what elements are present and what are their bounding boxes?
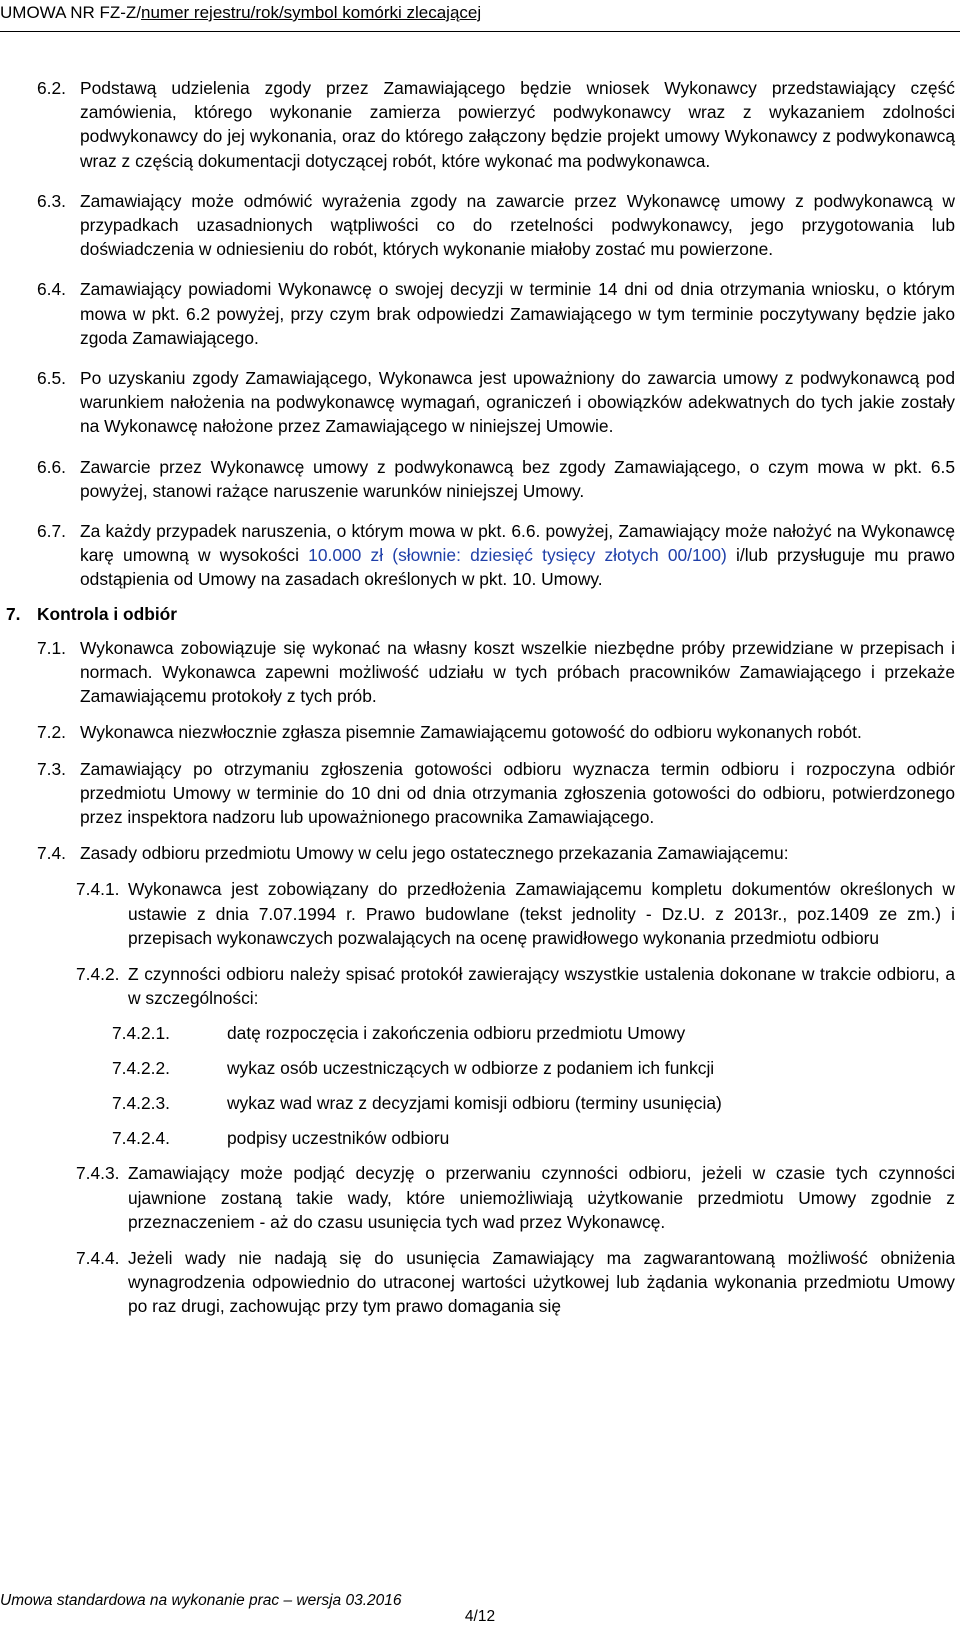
clause-text: Zawarcie przez Wykonawcę umowy z podwykonawcą bez zgody Zamawiającego, o czym mowa w pkt. 6.5 powyżej, stanowi rażące naruszenie warunków niniejszej Umowy. bbox=[80, 456, 955, 501]
clause-number: 6.6. bbox=[37, 456, 67, 477]
clause-number: 6.7. bbox=[37, 521, 67, 542]
clause-6-3 bbox=[37, 189, 955, 262]
clause-7-4-4 bbox=[76, 1246, 955, 1319]
clause-7-4-1 bbox=[76, 877, 955, 950]
clause-number: 7.4.4. bbox=[76, 1247, 120, 1268]
clause-number: 7.4.2.2. bbox=[112, 1057, 171, 1078]
clause-text bbox=[80, 519, 955, 592]
header-contract-number: UMOWA NR FZ-Z/ bbox=[0, 3, 142, 22]
clause-text: podpisy uczestników odbioru bbox=[227, 1128, 450, 1149]
header-registry-link[interactable]: numer rejestru/rok/symbol komórki zlecającej bbox=[141, 3, 482, 22]
clause-6-2 bbox=[37, 76, 955, 173]
clause-6-4 bbox=[37, 277, 955, 350]
clause-number: 6.5. bbox=[37, 368, 67, 389]
clause-number: 7.4.2. bbox=[76, 964, 120, 985]
clause-6-7 bbox=[37, 519, 955, 592]
clause-text: wykaz osób uczestniczących w odbiorze z podaniem ich funkcji bbox=[227, 1057, 715, 1078]
page-number: 4/12 bbox=[464, 1608, 496, 1625]
clause-number: 7.2. bbox=[37, 722, 67, 743]
clause-text: Wykonawca niezwłocznie zgłasza pisemnie Zamawiającemu gotowość do odbioru wykonanych robót. bbox=[80, 722, 862, 743]
clause-number: 6.4. bbox=[37, 279, 67, 300]
clause-number: 7.4.2.3. bbox=[112, 1092, 171, 1113]
footer-document-version: Umowa standardowa na wykonanie prac – wersja 03.2016 bbox=[0, 1592, 402, 1609]
section-heading-7 bbox=[6, 602, 960, 626]
clause-7-1 bbox=[37, 636, 955, 709]
clause-7-4-2-4 bbox=[112, 1126, 955, 1150]
document-header bbox=[0, 2, 481, 24]
heading-title: Kontrola i odbiór bbox=[37, 603, 178, 624]
clause-text: Podstawą udzielenia zgody przez Zamawiającego będzie wniosek Wykonawcy przedstawiający część zamówienia, którego wykonanie zamierza powierzyć podwykonawcy wraz z wykazaniem zdolności podwykonawcy do jej wykonania, oraz do którego załączony będzie projekt umowy Wykonawcy z podwykonawcą wraz z częścią dokumentacji dotyczącej robót, które wykonać ma podwykonawca. bbox=[80, 78, 955, 171]
clause-number: 7.4.2.4. bbox=[112, 1128, 171, 1149]
clause-7-4-3 bbox=[76, 1161, 955, 1234]
clause-number: 6.2. bbox=[37, 78, 67, 98]
clause-text: Zamawiający powiadomi Wykonawcę o swojej decyzji w terminie 14 dni od dnia otrzymania wniosku, o którym mowa w pkt. 6.2 powyżej, przy czym brak odpowiedzi Zamawiającego w tym terminie poczytywany będzie jako zgoda Zamawiającego. bbox=[80, 279, 955, 348]
clause-7-4-2 bbox=[76, 962, 955, 1010]
clause-text: Zamawiający może podjąć decyzję o przerwaniu czynności odbioru, jeżeli w czasie tych czynności ujawnione zostaną takie wady, które uniemożliwiają użytkowanie przedmiotu Umowy zgodnie z przeznaczeniem - aż do czasu usunięcia tych wad przez Wykonawcę. bbox=[128, 1163, 955, 1232]
clause-text-part: i/lub przysługuje mu prawo odstąpienia od Umowy na zasadach określonych w pkt. 10. Umowy. bbox=[80, 545, 955, 590]
clause-text: wykaz wad wraz z decyzjami komisji odbioru (terminy usunięcia) bbox=[227, 1092, 722, 1113]
clause-6-5 bbox=[37, 366, 955, 439]
clause-number: 7.4.1. bbox=[76, 879, 120, 900]
penalty-amount: 10.000 zł (słownie: dziesięć tysięcy złotych 00/100) bbox=[308, 545, 727, 566]
clause-number: 7.4.3. bbox=[76, 1163, 120, 1184]
header-divider bbox=[0, 31, 960, 32]
clause-7-3 bbox=[37, 757, 955, 830]
clause-text: Wykonawca jest zobowiązany do przedłożenia Zamawiającemu kompletu dokumentów określonych w ustawie z dnia 7.07.1994 r. Prawo budowlane (tekst jednolity - Dz.U. z 2013r., poz.1409 ze zm.) i przepisach wykonawczych pozwalających na ocenę prawidłowego wykonania przedmiotu odbioru bbox=[128, 879, 955, 948]
clause-text: Zasady odbioru przedmiotu Umowy w celu jego ostatecznego przekazania Zamawiającemu: bbox=[80, 843, 789, 864]
clause-6-6 bbox=[37, 455, 955, 503]
clause-text-part: Za każdy przypadek naruszenia, o którym mowa w pkt. 6.6. powyżej, Zamawiający może nałożyć na Wykonawcę karę umowną w wysokości bbox=[80, 521, 955, 566]
clause-text: Z czynności odbioru należy spisać protokół zawierający wszystkie ustalenia dokonane w trakcie odbioru, a w szczególności: bbox=[128, 964, 955, 1009]
clause-number: 7.4.2.1. bbox=[112, 1022, 171, 1043]
clause-text: Po uzyskaniu zgody Zamawiającego, Wykonawca jest upoważniony do zawarcia umowy z podwykonawcą pod warunkiem nałożenia na podwykonawcę wymagań, ograniczeń i obowiązków adekwatnych do tych jakie zostały na Wykonawcę nałożone przez Zamawiającego w niniejszej Umowie. bbox=[80, 368, 955, 437]
clause-text: datę rozpoczęcia i zakończenia odbioru przedmiotu Umowy bbox=[227, 1022, 686, 1043]
document-body bbox=[0, 76, 960, 1319]
clause-text: Zamawiający po otrzymaniu zgłoszenia gotowości odbioru wyznacza termin odbioru i rozpoczyna odbiór przedmiotu Umowy w terminie do 10 dni od dnia otrzymania zgłoszenia gotowości do odbioru, potwierdzonego przez inspektora nadzoru lub upoważnionego pracownika Zamawiającego. bbox=[80, 758, 955, 828]
clause-7-2 bbox=[37, 720, 955, 744]
clause-text: Wykonawca zobowiązuje się wykonać na własny koszt wszelkie niezbędne próby przewidziane w przepisach i normach. Wykonawca zapewni możliwość udziału w tych próbach pracowników Zamawiającego i przekaże Zamawiającemu protokoły z tych prób. bbox=[80, 637, 955, 707]
clause-number: 6.3. bbox=[37, 190, 67, 211]
clause-7-4 bbox=[37, 841, 955, 865]
clause-7-4-2-1 bbox=[112, 1021, 955, 1045]
clause-number: 7.1. bbox=[37, 637, 67, 658]
clause-text: Zamawiający może odmówić wyrażenia zgody na zawarcie przez Wykonawcę umowy z podwykonawcą w przypadkach uzasadnionych wątpliwości co do rzetelności podwykonawcy, jego przygotowania lub doświadczenia w odniesieniu do robót, których wykonanie miałoby zostać mu powierzone. bbox=[80, 190, 955, 260]
clause-text: Jeżeli wady nie nadają się do usunięcia Zamawiający ma zagwarantowaną możliwość obniżenia wynagrodzenia odpowiednio do utraconej wartości użytkowej lub żądania wykonania przedmiotu Umowy po raz drugi, zachowując przy tym prawo domagania się bbox=[128, 1247, 955, 1317]
clause-number: 7.3. bbox=[37, 758, 67, 779]
clause-7-4-2-2 bbox=[112, 1056, 955, 1080]
clause-number: 7.4. bbox=[37, 843, 67, 864]
heading-number: 7. bbox=[6, 603, 21, 624]
clause-7-4-2-3 bbox=[112, 1091, 955, 1115]
